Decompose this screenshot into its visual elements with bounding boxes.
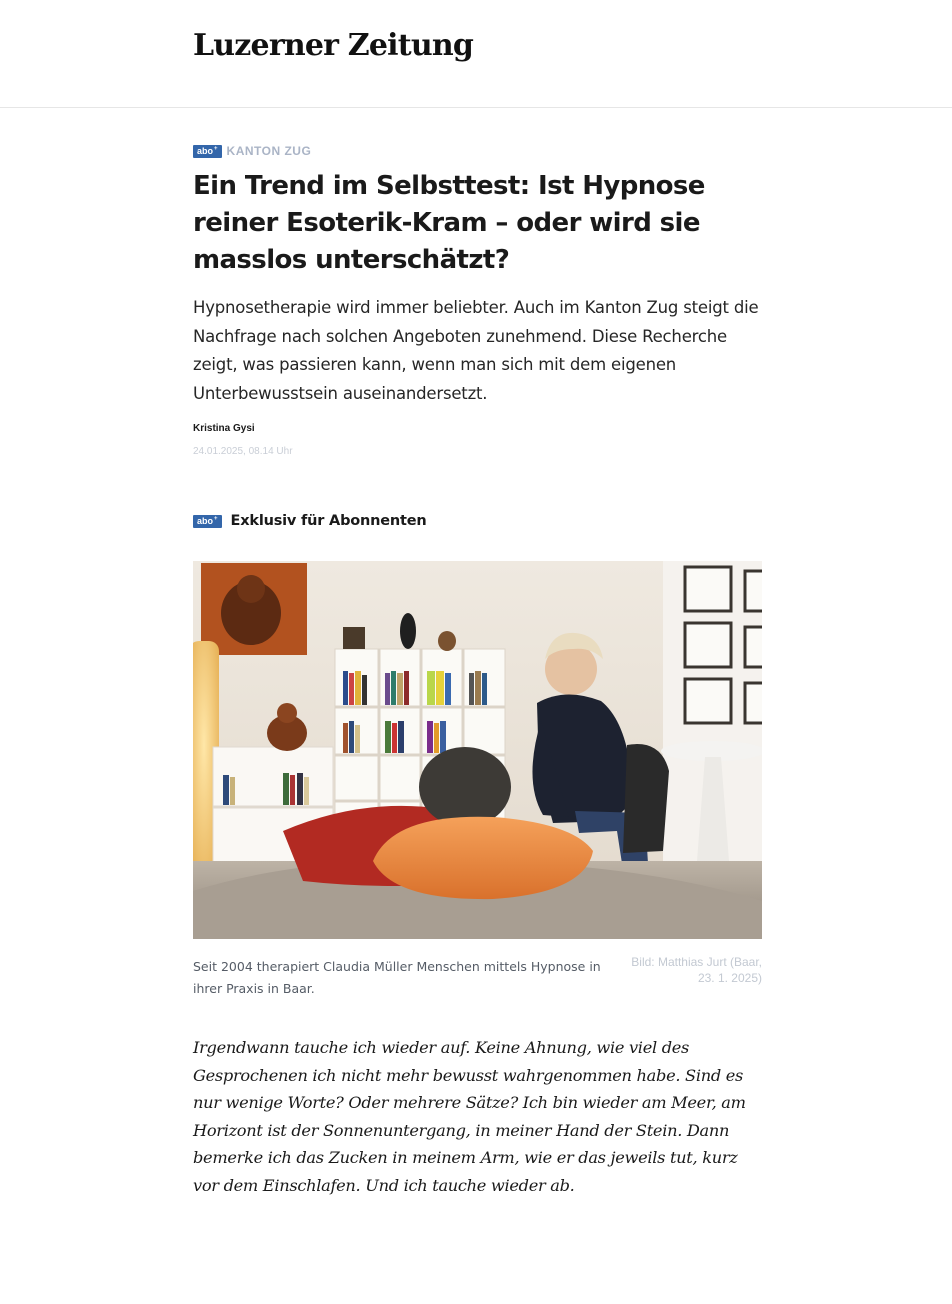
article-lead: Hypnosetherapie wird immer beliebter. Auch im Kanton Zug steigt die Nachfrage nach solchen Angeboten zunehmend. Diese Recherche zeigt, was passieren kann, wenn man sich mit dem eigenen Unterbewusstsein auseinandersetzt. [193,298,759,403]
masthead [0,0,952,108]
site-logo[interactable]: Luzerner Zeitung [193,28,474,63]
article-headline: Ein Trend im Selbsttest: Ist Hypnose reiner Esoterik-Kram – oder wird sie masslos unterschätzt? [193,171,705,275]
publish-date: 24.01.2025, 08.14 Uhr [193,446,293,457]
author-name[interactable]: Kristina Gysi [193,423,255,434]
exclusive-notice [193,512,427,530]
abo-badge-plus: + [214,145,218,152]
section-label[interactable]: KANTON ZUG [226,144,312,158]
abo-badge-text: abo [197,515,214,526]
exclusive-label: Exklusiv für Abonnenten [230,513,427,529]
abo-badge-plus: + [214,515,218,522]
article-kicker [193,144,311,158]
image-credit: Bild: Matthias Jurt (Baar, 23. 1. 2025) [631,955,762,985]
article-photo[interactable] [193,561,762,939]
hypnosis-session-image [193,561,762,939]
article-body-paragraph: Irgendwann tauche ich wieder auf. Keine Ahnung, wie viel des Gesprochenen ich nicht mehr bewusst wahrgenommen habe. Sind es nur wenige Worte? Oder mehrere Sätze? Ich bin wieder am Meer, am Horizont ist der Sonnenuntergang, in meiner Hand der Stein. Dann bemerke ich das Zucken in meinem Arm, wie er das jeweils tut, kurz vor dem Einschlafen. Und ich tauche wieder ab. [193,1038,746,1195]
abo-badge-text: abo [197,145,214,156]
image-caption: Seit 2004 therapiert Claudia Müller Menschen mittels Hypnose in ihrer Praxis in Baar. [193,959,601,996]
abo-plus-badge [193,515,222,528]
abo-plus-badge [193,145,222,158]
